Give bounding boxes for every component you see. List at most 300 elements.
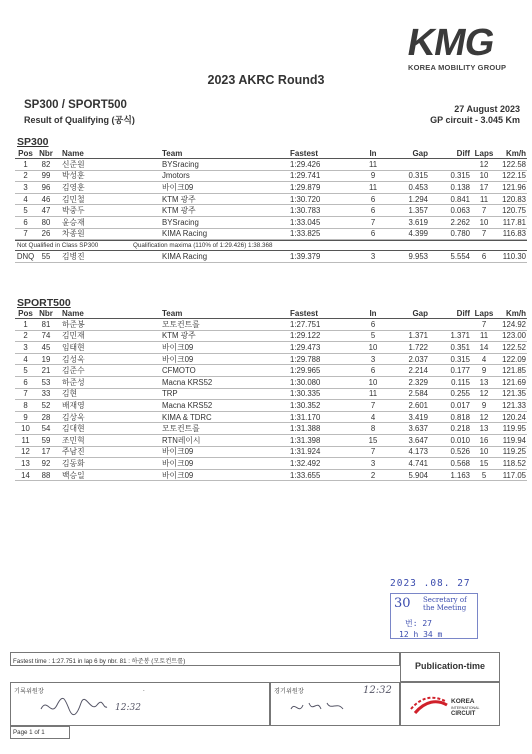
cell-name: 김대현 xyxy=(62,424,85,434)
cell-name: 조민혁 xyxy=(62,435,85,445)
table-row xyxy=(15,217,527,229)
cell-in: 6 xyxy=(370,194,376,204)
logo-subtitle: KOREA MOBILITY GROUP xyxy=(408,63,507,72)
table-row xyxy=(15,229,527,241)
cell-laps: 13 xyxy=(479,377,489,387)
cell-laps: 7 xyxy=(481,229,487,239)
cell-diff: 0.255 xyxy=(450,389,470,399)
race-director-box xyxy=(270,682,400,726)
cell-name: 하준성 xyxy=(62,377,85,387)
table-row xyxy=(15,182,527,194)
cell-fastest: 1:31.388 xyxy=(290,424,321,434)
col-in: In xyxy=(369,149,377,158)
cell-pos: 3 xyxy=(23,182,28,192)
cell-fastest: 1:30.080 xyxy=(290,377,321,387)
cell-laps: 15 xyxy=(479,458,489,468)
cell-name: 김현 xyxy=(62,389,78,399)
cell-diff: 0.115 xyxy=(451,377,470,387)
col-team: Team xyxy=(162,149,183,158)
cell-pos: 1 xyxy=(23,159,28,169)
cell-fastest: 1:29.122 xyxy=(290,331,321,341)
cell-kmh: 121.69 xyxy=(502,377,526,387)
cell-diff: 0.063 xyxy=(450,206,470,216)
col-team: Team xyxy=(162,309,183,318)
cell-laps: 4 xyxy=(481,354,487,364)
cell-gap: 4.173 xyxy=(408,447,428,457)
dnq-diff: 5.554 xyxy=(450,251,470,261)
cell-in: 6 xyxy=(370,206,376,216)
svg-text:CIRCUIT: CIRCUIT xyxy=(451,711,476,717)
cell-nbr: 47 xyxy=(41,206,51,216)
logo-main: KMG xyxy=(404,22,498,64)
svg-text:KOREA: KOREA xyxy=(451,698,475,705)
cell-in: 6 xyxy=(370,229,376,239)
cell-fastest: 1:31.170 xyxy=(290,412,321,422)
cell-team: BYSracing xyxy=(162,159,199,169)
cell-fastest: 1:33.045 xyxy=(290,217,321,227)
col-kmh: Km/h xyxy=(506,149,526,158)
cell-kmh: 121.96 xyxy=(502,182,526,192)
cell-diff: 0.177 xyxy=(450,366,470,376)
cell-gap: 5.904 xyxy=(408,470,428,480)
cell-name: 김영훈 xyxy=(62,182,85,192)
cell-laps: 10 xyxy=(479,447,489,457)
header-left xyxy=(24,99,135,126)
cell-kmh: 120.83 xyxy=(502,194,526,204)
cell-kmh: 119.94 xyxy=(502,435,526,445)
cell-nbr: 21 xyxy=(41,366,51,376)
col-diff: Diff xyxy=(456,309,470,318)
cell-in: 11 xyxy=(368,182,378,192)
cell-team: KTM 광주 xyxy=(162,206,196,216)
stamp-text xyxy=(423,596,467,612)
cell-kmh: 116.83 xyxy=(502,229,526,239)
cell-team: KIMA & TDRC xyxy=(162,412,212,422)
not-qualified-row xyxy=(15,240,527,251)
cell-fastest: 1:33.655 xyxy=(290,470,321,480)
table-row xyxy=(15,319,527,331)
table-row xyxy=(15,331,527,343)
chief-timekeeper-label: 기록위원장 xyxy=(14,688,44,695)
cell-in: 8 xyxy=(370,424,376,434)
cell-kmh: 119.95 xyxy=(502,424,526,434)
cell-pos: 6 xyxy=(23,377,28,387)
table-row xyxy=(15,171,527,183)
cell-name: 김민재 xyxy=(62,331,85,341)
cell-in: 6 xyxy=(370,366,376,376)
page-title: 2023 AKRC Round3 xyxy=(207,73,325,87)
cell-kmh: 122.15 xyxy=(502,171,526,181)
cell-kmh: 122.58 xyxy=(502,159,526,169)
cell-nbr: 80 xyxy=(41,217,51,227)
cell-laps: 9 xyxy=(481,366,487,376)
dnq-laps: 6 xyxy=(481,251,487,261)
cell-kmh: 117.05 xyxy=(502,470,526,480)
cell-pos: 2 xyxy=(23,331,28,341)
table-row xyxy=(15,470,527,482)
cell-pos: 6 xyxy=(23,217,28,227)
table-row xyxy=(15,159,527,171)
cell-fastest: 1:33.825 xyxy=(290,229,321,239)
table-row xyxy=(15,423,527,435)
sig1-dot: . xyxy=(143,686,145,693)
cell-diff: 0.780 xyxy=(450,229,470,239)
cell-laps: 12 xyxy=(479,389,489,399)
cell-kmh: 123.00 xyxy=(502,331,526,341)
cell-gap: 2.584 xyxy=(408,389,428,399)
cell-diff: 0.841 xyxy=(450,194,470,204)
cell-laps: 14 xyxy=(479,342,489,352)
cell-team: 바이크09 xyxy=(162,447,194,457)
cell-in: 4 xyxy=(370,412,376,422)
cell-name: 윤승재 xyxy=(62,217,85,227)
cell-laps: 12 xyxy=(479,159,489,169)
cell-gap: 4.399 xyxy=(408,229,428,239)
dnq-team: KIMA Racing xyxy=(162,251,208,261)
cell-nbr: 82 xyxy=(41,159,51,169)
cell-gap: 1.294 xyxy=(408,194,428,204)
cell-laps: 11 xyxy=(479,194,489,204)
cell-laps: 12 xyxy=(479,412,489,422)
cell-fastest: 1:30.352 xyxy=(290,400,321,410)
cell-gap: 2.601 xyxy=(408,400,428,410)
dnq-fastest: 1:39.379 xyxy=(290,251,321,261)
cell-pos: 9 xyxy=(23,412,28,422)
cell-in: 10 xyxy=(368,377,378,387)
cell-team: KTM 광주 xyxy=(162,194,196,204)
cell-nbr: 74 xyxy=(41,331,51,341)
col-name: Name xyxy=(62,149,84,158)
cell-in: 6 xyxy=(370,319,376,329)
cell-name: 김동화 xyxy=(62,458,85,468)
dnq-row xyxy=(15,251,527,263)
cell-gap: 2.214 xyxy=(408,366,428,376)
chief-timekeeper-box xyxy=(10,682,270,726)
cell-kmh: 122.09 xyxy=(502,354,526,364)
series-title: SP300 / SPORT500 xyxy=(24,99,127,111)
col-in: In xyxy=(369,309,377,318)
cell-nbr: 17 xyxy=(41,447,51,457)
cell-pos: 3 xyxy=(23,342,28,352)
cell-in: 2 xyxy=(370,470,376,480)
secretary-stamp xyxy=(380,578,480,648)
cell-team: Macna KRS52 xyxy=(162,400,213,410)
cell-fastest: 1:32.492 xyxy=(290,458,321,468)
cell-nbr: 99 xyxy=(41,171,51,181)
cell-in: 5 xyxy=(370,331,376,341)
col-diff: Diff xyxy=(456,149,470,158)
cell-gap: 0.315 xyxy=(408,171,428,181)
cell-pos: 10 xyxy=(21,424,30,434)
cell-nbr: 92 xyxy=(41,458,51,468)
cell-name: 임태현 xyxy=(62,342,85,352)
col-nbr: Nbr xyxy=(39,149,53,158)
cell-gap: 1.722 xyxy=(408,342,428,352)
table-row xyxy=(15,342,527,354)
stamp-box xyxy=(390,593,478,639)
cell-name: 김상욱 xyxy=(62,412,85,422)
sig1-time: 12:32 xyxy=(115,703,141,713)
cell-gap: 1.357 xyxy=(408,206,428,216)
stamp-time: 12 h 34 m xyxy=(399,630,443,639)
cell-name: 김민철 xyxy=(62,194,85,204)
cell-laps: 9 xyxy=(481,400,487,410)
sp300-table xyxy=(15,148,527,263)
cell-name: 배재영 xyxy=(62,400,85,410)
race-director-label: 경기위원장 xyxy=(274,688,304,695)
cell-name: 박중두 xyxy=(62,206,85,216)
cell-pos: 7 xyxy=(23,229,28,239)
cell-pos: 4 xyxy=(23,194,28,204)
cell-fastest: 1:29.965 xyxy=(290,366,321,376)
cell-name: 박성훈 xyxy=(62,171,85,181)
footer xyxy=(10,652,500,740)
dnq-kmh: 110.30 xyxy=(502,251,526,261)
header-right xyxy=(430,104,520,126)
cell-team: 바이크09 xyxy=(162,182,194,192)
dnq-in: 3 xyxy=(370,251,376,261)
circuit-logo xyxy=(401,683,499,725)
page-number: Page 1 of 1 xyxy=(10,726,70,739)
stamp-number: 30 xyxy=(394,596,411,611)
cell-in: 3 xyxy=(370,354,376,364)
cell-gap: 3.637 xyxy=(408,424,428,434)
cell-gap: 2.037 xyxy=(408,354,428,364)
cell-kmh: 124.92 xyxy=(502,319,526,329)
cell-fastest: 1:29.741 xyxy=(290,171,321,181)
col-pos: Pos xyxy=(18,309,33,318)
cell-team: 바이크09 xyxy=(162,354,194,364)
cell-nbr: 19 xyxy=(41,354,51,364)
cell-team: 바이크09 xyxy=(162,470,194,480)
svg-text:INTERNATIONAL: INTERNATIONAL xyxy=(451,706,480,710)
cell-kmh: 120.75 xyxy=(502,206,526,216)
cell-laps: 7 xyxy=(481,206,487,216)
cell-team: Macna KRS52 xyxy=(162,377,213,387)
cell-kmh: 122.52 xyxy=(502,342,526,352)
cell-diff: 2.262 xyxy=(450,217,470,227)
stamp-line3: 번: 27 xyxy=(405,619,432,628)
cell-team: 바이크09 xyxy=(162,342,194,352)
cell-team: 모토컨트롤 xyxy=(162,319,200,329)
cell-gap: 2.329 xyxy=(408,377,428,387)
cell-fastest: 1:30.335 xyxy=(290,389,321,399)
sport500-rows xyxy=(15,319,527,481)
stamp-text-line2: the Meeting xyxy=(423,604,467,612)
cell-kmh: 121.85 xyxy=(502,366,526,376)
cell-pos: 5 xyxy=(23,366,28,376)
cell-nbr: 54 xyxy=(41,424,51,434)
cell-fastest: 1:31.924 xyxy=(290,447,321,457)
cell-fastest: 1:29.473 xyxy=(290,342,321,352)
cell-gap: 3.419 xyxy=(408,412,428,422)
dnq-name: 김병진 xyxy=(62,251,85,261)
table-row xyxy=(15,447,527,459)
cell-name: 신준원 xyxy=(62,159,85,169)
cell-name: 백승일 xyxy=(62,470,85,480)
cell-diff: 0.526 xyxy=(450,447,470,457)
nq-label: Not Qualified in Class SP300 xyxy=(17,242,99,250)
cell-diff: 1.163 xyxy=(450,470,470,480)
cell-name: 하준봉 xyxy=(62,319,85,329)
cell-team: TRP xyxy=(162,389,178,399)
table-row xyxy=(15,458,527,470)
cell-team: 모토컨트롤 xyxy=(162,424,200,434)
table-row xyxy=(15,435,527,447)
table-row xyxy=(15,194,527,206)
cell-in: 7 xyxy=(370,400,376,410)
cell-pos: 11 xyxy=(21,435,30,445)
table-row xyxy=(15,412,527,424)
cell-fastest: 1:31.398 xyxy=(290,435,321,445)
cell-fastest: 1:30.720 xyxy=(290,194,321,204)
cell-pos: 5 xyxy=(23,206,28,216)
cell-gap: 1.371 xyxy=(408,331,428,341)
cell-in: 15 xyxy=(368,435,378,445)
cell-diff: 0.351 xyxy=(450,342,470,352)
cell-in: 7 xyxy=(370,447,376,457)
cell-name: 김성욱 xyxy=(62,354,85,364)
cell-fastest: 1:29.426 xyxy=(290,159,321,169)
cell-gap: 3.647 xyxy=(408,435,428,445)
director-signature xyxy=(289,697,347,719)
cell-fastest: 1:29.788 xyxy=(290,354,321,364)
col-gap: Gap xyxy=(412,149,428,158)
stamp-text-line1: Secretary of xyxy=(423,596,467,604)
dnq-gap: 9.953 xyxy=(408,251,428,261)
kmg-logo xyxy=(404,22,520,72)
cell-pos: 4 xyxy=(23,354,28,364)
cell-nbr: 46 xyxy=(41,194,51,204)
cell-kmh: 117.81 xyxy=(502,217,526,227)
circuit-logo-box xyxy=(400,682,500,726)
cell-nbr: 81 xyxy=(41,319,51,329)
dnq-pos: DNQ xyxy=(16,251,35,261)
table-row xyxy=(15,389,527,401)
cell-name: 차종원 xyxy=(62,229,85,239)
table-row xyxy=(15,205,527,217)
cell-laps: 16 xyxy=(479,435,489,445)
cell-nbr: 45 xyxy=(41,342,51,352)
cell-team: 바이크09 xyxy=(162,458,194,468)
col-gap: Gap xyxy=(412,309,428,318)
cell-kmh: 118.52 xyxy=(502,458,526,468)
cell-diff: 0.017 xyxy=(450,400,470,410)
cell-diff: 0.568 xyxy=(450,458,470,468)
sport500-table xyxy=(15,308,527,481)
col-fastest: Fastest xyxy=(290,149,319,158)
cell-in: 9 xyxy=(370,171,376,181)
col-pos: Pos xyxy=(18,149,33,158)
cell-pos: 8 xyxy=(23,400,28,410)
cell-diff: 0.818 xyxy=(450,412,470,422)
col-laps: Laps xyxy=(474,309,494,318)
event-date: 27 August 2023 xyxy=(454,104,520,114)
cell-nbr: 33 xyxy=(41,389,51,399)
cell-in: 3 xyxy=(370,458,376,468)
col-nbr: Nbr xyxy=(39,309,53,318)
cell-nbr: 53 xyxy=(41,377,51,387)
cell-in: 11 xyxy=(368,389,378,399)
cell-gap: 4.741 xyxy=(408,458,428,468)
cell-nbr: 26 xyxy=(41,229,51,239)
cell-laps: 5 xyxy=(481,470,487,480)
circuit-info: GP circuit - 3.045 Km xyxy=(430,115,520,125)
sport500-title: SPORT500 xyxy=(17,297,71,309)
cell-nbr: 52 xyxy=(41,400,51,410)
cell-diff: 0.010 xyxy=(450,435,470,445)
cell-laps: 17 xyxy=(479,182,489,192)
cell-laps: 11 xyxy=(479,331,489,341)
dnq-nbr: 55 xyxy=(41,251,51,261)
table-row xyxy=(15,354,527,366)
sig2-time: 12:32 xyxy=(363,685,392,696)
cell-diff: 0.138 xyxy=(450,182,470,192)
cell-pos: 7 xyxy=(23,389,28,399)
cell-pos: 12 xyxy=(21,447,30,457)
table-row xyxy=(15,377,527,389)
cell-team: Jmotors xyxy=(162,171,190,181)
result-title: Result of Qualifying (공식) xyxy=(24,115,135,125)
cell-nbr: 88 xyxy=(41,470,51,480)
col-laps: Laps xyxy=(474,149,494,158)
cell-nbr: 28 xyxy=(41,412,51,422)
cell-name: 주남진 xyxy=(62,447,85,457)
cell-kmh: 119.25 xyxy=(502,447,526,457)
col-name: Name xyxy=(62,309,84,318)
cell-in: 11 xyxy=(368,159,378,169)
cell-team: BYSracing xyxy=(162,217,199,227)
cell-laps: 7 xyxy=(481,319,487,329)
table-row xyxy=(15,400,527,412)
cell-pos: 2 xyxy=(23,171,28,181)
sp300-header-row xyxy=(15,148,527,159)
cell-nbr: 59 xyxy=(41,435,51,445)
publication-time: Publication-time xyxy=(400,652,500,682)
cell-pos: 14 xyxy=(21,470,30,480)
timekeeper-signature xyxy=(39,695,109,719)
cell-in: 10 xyxy=(368,342,378,352)
table-row xyxy=(15,365,527,377)
cell-kmh: 121.35 xyxy=(502,389,526,399)
stamp-date: 2023 .08. 27 xyxy=(390,578,471,589)
cell-laps: 10 xyxy=(479,171,489,181)
cell-pos: 13 xyxy=(21,458,30,468)
sp300-title: SP300 xyxy=(17,136,49,148)
cell-gap: 0.453 xyxy=(408,182,428,192)
nq-note: Qualification maxima (110% of 1:29.426) 1:38.368 xyxy=(133,242,273,250)
cell-team: KIMA Racing xyxy=(162,229,208,239)
cell-fastest: 1:29.879 xyxy=(290,182,321,192)
cell-kmh: 121.33 xyxy=(502,400,526,410)
cell-kmh: 120.24 xyxy=(502,412,526,422)
cell-laps: 13 xyxy=(479,424,489,434)
cell-diff: 0.315 xyxy=(450,171,470,181)
cell-pos: 1 xyxy=(23,319,28,329)
sp300-rows xyxy=(15,159,527,240)
cell-team: RTN레이시 xyxy=(162,435,201,445)
cell-name: 김준수 xyxy=(62,366,85,376)
cell-diff: 0.315 xyxy=(450,354,470,364)
cell-fastest: 1:27.751 xyxy=(290,319,321,329)
cell-team: CFMOTO xyxy=(162,366,196,376)
cell-gap: 3.619 xyxy=(408,217,428,227)
cell-fastest: 1:30.783 xyxy=(290,206,321,216)
col-fastest: Fastest xyxy=(290,309,319,318)
cell-diff: 1.371 xyxy=(450,331,470,341)
cell-diff: 0.218 xyxy=(450,424,470,434)
fastest-time-note: Fastest time : 1:27.751 in lap 6 by nbr. 81 : 하준봉 (모토컨트롤) xyxy=(10,652,400,666)
